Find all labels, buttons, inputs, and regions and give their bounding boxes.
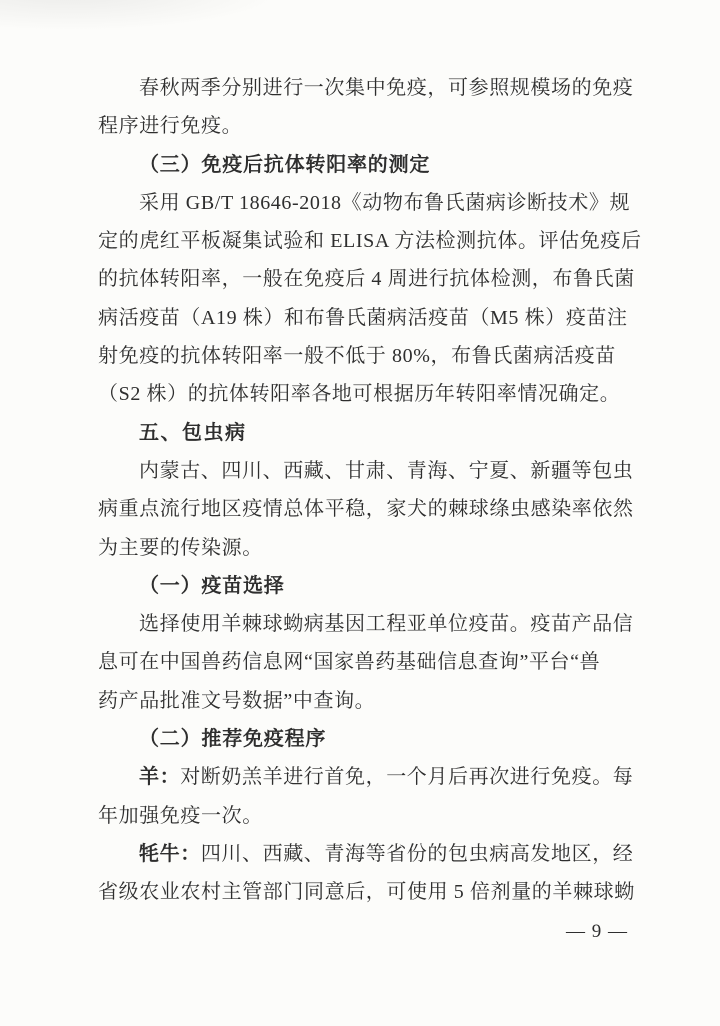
line-text: 对断奶羔羊进行首免，一个月后再次进行免疫。每 [180, 766, 634, 789]
line-text: 病活疫苗（A19 株）和布鲁氏菌病活疫苗（M5 株）疫苗注 [98, 306, 628, 329]
line-text: 的抗体转阳率，一般在免疫后 4 周进行抗体检测，布鲁氏菌 [98, 268, 635, 291]
line-text: 内蒙古、四川、西藏、甘肃、青海、宁夏、新疆等包虫 [139, 459, 634, 482]
line-text: 四川、西藏、青海等省份的包虫病高发地区，经 [200, 842, 634, 865]
section-heading [98, 414, 632, 452]
sub-heading [98, 146, 632, 184]
line-text: 选择使用羊棘球蚴病基因工程亚单位疫苗。疫苗产品信 [139, 613, 634, 636]
text-line [98, 605, 632, 643]
line-text: 五、包虫病 [139, 421, 247, 444]
line-text: 射免疫的抗体转阳率一般不低于 80%，布鲁氏菌病活疫苗 [98, 345, 616, 368]
text-line [98, 643, 632, 681]
text-line [98, 260, 635, 298]
text-line [98, 375, 632, 413]
line-text: （三）免疫后抗体转阳率的测定 [139, 153, 431, 176]
line-text: 省级农业农村主管部门同意后，可使用 5 倍剂量的羊棘球蚴 [98, 881, 635, 904]
text-line [98, 835, 632, 873]
sub-heading [98, 720, 632, 758]
line-text: 程序进行免疫。 [98, 115, 243, 138]
page-number: — 9 — [566, 921, 628, 942]
line-text: 定的虎红平板凝集试验和 ELISA 方法检测抗体。评估免疫后 [98, 230, 642, 253]
text-line [98, 490, 632, 528]
line-text: （二）推荐免疫程序 [139, 728, 327, 751]
text-line [98, 299, 632, 337]
text-line [98, 69, 632, 107]
paragraph-lead: 羊： [139, 766, 181, 789]
text-line [98, 107, 632, 145]
text-line [98, 222, 642, 260]
line-text: 春秋两季分别进行一次集中免疫，可参照规模场的免疫 [139, 77, 634, 99]
line-text: 年加强免疫一次。 [98, 804, 263, 827]
line-text: 息可在中国兽药信息网“国家兽药基础信息查询”平台“兽 [98, 651, 601, 674]
line-text: （S2 株）的抗体转阳率各地可根据历年转阳率情况确定。 [98, 383, 621, 406]
text-line [98, 184, 632, 222]
text-line [98, 682, 632, 720]
line-text: 为主要的传染源。 [98, 536, 263, 559]
paragraph-lead: 牦牛： [139, 842, 201, 865]
text-line [98, 797, 632, 835]
text-line [98, 529, 632, 567]
line-text: 药产品批准文号数据”中查询。 [98, 689, 376, 712]
line-text: （一）疫苗选择 [139, 574, 285, 597]
line-text: 病重点流行地区疫情总体平稳，家犬的棘球绦虫感染率依然 [98, 498, 634, 521]
text-line [98, 452, 632, 490]
text-line [98, 873, 635, 911]
line-text: 采用 GB/T 18646-2018《动物布鲁氏菌病诊断技术》规 [139, 191, 631, 214]
text-line [98, 337, 632, 375]
sub-heading [98, 567, 632, 605]
document-body [98, 69, 642, 912]
text-line [98, 758, 632, 796]
